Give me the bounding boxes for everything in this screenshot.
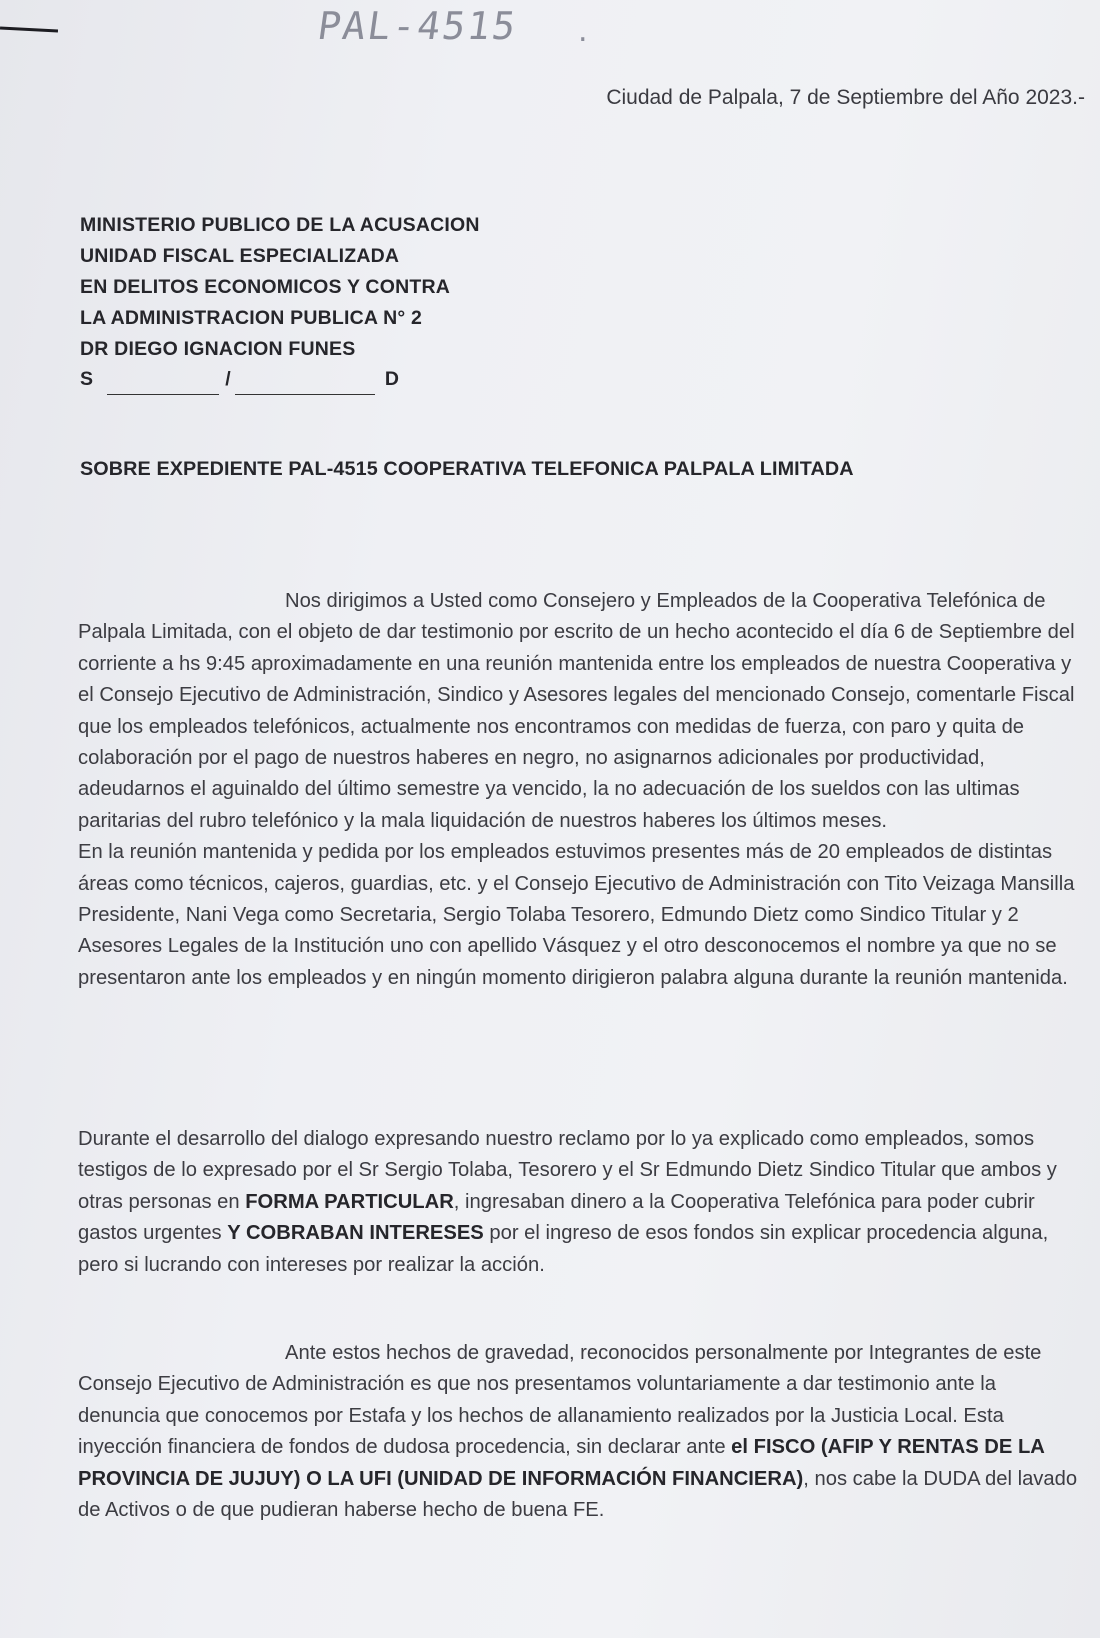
text-span: , nos cabe la DUDA del lavado de Activos o de que pudieran haberse hecho de buena FE. [78, 1467, 1078, 1522]
blank-line [235, 393, 375, 395]
recipient-line: UNIDAD FISCAL ESPECIALIZADA [80, 245, 400, 267]
recipient-line: MINISTERIO PUBLICO DE LA ACUSACION [80, 214, 480, 236]
blank-line [107, 393, 219, 395]
bold-span: el FISCO (AFIP Y RENTAS DE LA PROVINCIA DE JUJUY) O LA UFI (UNIDAD DE INFORMACIÓN FINANCIERA) [78, 1436, 1045, 1490]
bold-span: Y COBRABAN INTERESES [227, 1222, 484, 1245]
corner-pen-mark [0, 26, 58, 32]
paragraph-intro: Nos dirigimos a Usted como Consejero y Empleados de la Cooperativa Telefónica de Palpala Limitada, con el objeto de dar testimonio por escrito de un hecho acontecido el día 6 de Septiembre del corriente a hs 9:45 aproximadamente en una reunión mantenida entre los empleados de nuestra Cooperativa y el Consejo Ejecutivo de Administración, Sindico y Asesores legales del mencionado Consejo, comentarle Fiscal que los empleados telefónicos, actualmente nos encontramos con medidas de fuerza, con paro y quita de colaboración por el pago de nuestros haberes en negro, no asignarnos adicionales por productividad, adeudarnos el aguinaldo del último semestre ya vencido, la no adecuación de los sueldos con las ultimas paritarias del rubro telefónico y la mala liquidación de nuestros haberes los últimos meses. [78, 590, 1075, 832]
recipient-line: DR DIEGO IGNACION FUNES [80, 338, 356, 360]
text-span: Durante el desarrollo del dialogo expresando nuestro reclamo por lo ya explicado como empleados, somos testigos de lo expresado por el Sr Sergio Tolaba, Tesorero y el Sr Edmundo Dietz Sindico Titular que ambos y otras personas en [78, 1128, 1057, 1213]
body-section-1 [78, 586, 1080, 994]
bold-span: FORMA PARTICULAR [245, 1190, 454, 1213]
handwritten-note: PAL-4515 [314, 4, 521, 48]
text-span: por el ingreso de esos fondos sin explicar procedencia alguna, pero si lucrando con intereses por realizar la acción. [78, 1222, 1049, 1276]
text-span: , ingresaban dinero a la Cooperativa Telefónica para poder cubrir gastos urgentes [78, 1190, 1035, 1245]
sd-slash: / [225, 368, 231, 390]
paragraph-meeting: En la reunión mantenida y pedida por los empleados estuvimos presentes más de 20 empleados de distintas áreas como técnicos, cajeros, guardias, etc. y el Consejo Ejecutivo de Administración con Tito Veizaga Mansilla Presidente, Nani Vega como Secretaria, Sergio Tolaba Tesorero, Edmundo Dietz como Sindico Titular y 2 Asesores Legales de la Institución uno con apellido Vásquez y el otro desconocemos el nombre ya que no se presentaron ante los empleados y en ningún momento dirigieron palabra alguna durante la reunión mantenida. [78, 841, 1075, 989]
recipient-block [80, 210, 480, 395]
text-span: Ante estos hechos de gravedad, reconocidos personalmente por Integrantes de este Consejo Ejecutivo de Administración es que nos presentamos voluntariamente a dar testimonio ante la denuncia que conocemos por Estafa y los hechos de allanamiento realizados por la Justicia Local. Esta inyección financiera de fondos de dudosa procedencia, sin declarar ante [78, 1342, 1042, 1459]
body-section-3 [78, 1338, 1080, 1526]
handwritten-dot: . [578, 14, 588, 49]
subject-line: SOBRE EXPEDIENTE PAL-4515 COOPERATIVA TELEFONICA PALPALA LIMITADA [80, 458, 854, 480]
date-line: Ciudad de Palpala, 7 de Septiembre del Año 2023.- [606, 86, 1085, 109]
paragraph-conclusion [78, 1338, 1080, 1526]
recipient-line: LA ADMINISTRACION PUBLICA N° 2 [80, 307, 423, 329]
body-section-2 [78, 1124, 1080, 1281]
su-despacho-line [80, 365, 480, 395]
recipient-line: EN DELITOS ECONOMICOS Y CONTRA [80, 276, 451, 298]
sd-start: S [80, 368, 94, 390]
sd-end: D [384, 368, 400, 390]
paragraph-testimony [78, 1124, 1080, 1281]
